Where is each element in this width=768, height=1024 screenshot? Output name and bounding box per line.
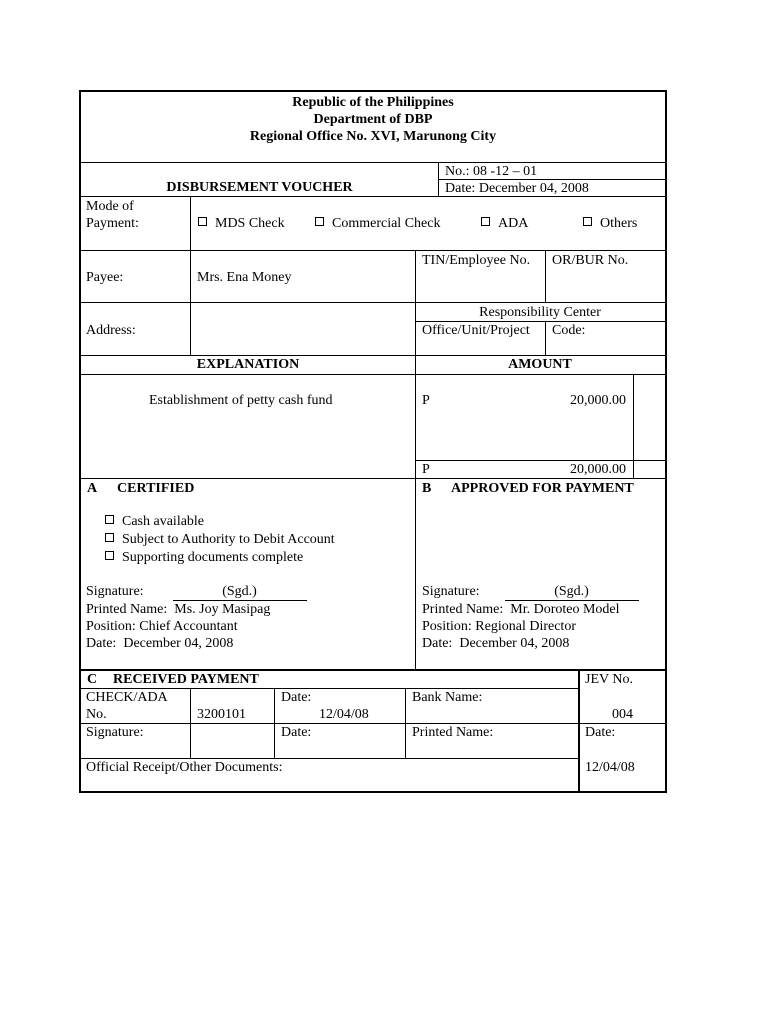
divider-line <box>81 478 665 479</box>
divider-line <box>274 688 275 758</box>
received-date-value[interactable]: 12/04/08 <box>319 707 369 722</box>
option-others[interactable]: Others <box>583 215 637 232</box>
bank-name-label: Bank Name: <box>412 690 483 705</box>
responsibility-center-label: Responsibility Center <box>479 305 601 320</box>
office-unit-project-label: Office/Unit/Project <box>422 323 530 338</box>
section-b-title: APPROVED FOR PAYMENT <box>451 481 634 496</box>
received-printed-name-label: Printed Name: <box>412 725 494 740</box>
received-signature-label: Signature: <box>86 725 144 740</box>
header-republic: Republic of the Philippines <box>292 95 454 110</box>
section-c-title: RECEIVED PAYMENT <box>113 672 259 687</box>
tin-employee-label: TIN/Employee No. <box>422 253 531 268</box>
header-department: Department of DBP <box>313 112 433 127</box>
section-b-date: Date: December 04, 2008 <box>422 636 570 651</box>
amount-currency: P <box>422 393 430 408</box>
check-cash-available[interactable]: Cash available <box>105 513 204 530</box>
explanation-text: Establishment of petty cash fund <box>149 393 333 408</box>
header-regional-office: Regional Office No. XVI, Marunong City <box>249 129 497 144</box>
divider-line <box>81 162 665 163</box>
section-b-signature: Signature: (Sgd.) <box>422 583 639 601</box>
section-a-title: CERTIFIED <box>117 481 195 496</box>
checkbox-icon[interactable] <box>105 515 114 524</box>
section-a-date: Date: December 04, 2008 <box>86 636 234 651</box>
checkbox-icon[interactable] <box>583 217 592 226</box>
check-ada-label: CHECK/ADA <box>86 690 168 705</box>
check-ada-number[interactable]: 3200101 <box>197 707 246 722</box>
checkbox-icon[interactable] <box>315 217 324 226</box>
divider-line <box>545 321 546 355</box>
divider-line <box>190 688 191 758</box>
section-a-letter: A <box>87 481 98 496</box>
mode-of-payment-label: Mode of <box>86 199 134 214</box>
voucher-title: DISBURSEMENT VOUCHER <box>166 180 353 195</box>
disbursement-voucher-form <box>79 90 667 793</box>
divider-line <box>633 374 634 478</box>
section-a-position: Position: Chief Accountant <box>86 619 238 634</box>
section-c-letter: C <box>87 672 98 687</box>
divider-line <box>438 162 439 196</box>
amount-value: 20,000.00 <box>570 393 626 408</box>
received-date3-label: Date: <box>585 725 616 740</box>
divider-line <box>81 374 665 375</box>
total-currency: P <box>422 462 430 477</box>
option-commercial-check[interactable]: Commercial Check <box>315 215 440 232</box>
received-date-label: Date: <box>281 690 312 705</box>
checkbox-icon[interactable] <box>105 551 114 560</box>
total-amount-value: 20,000.00 <box>570 462 626 477</box>
section-b-position: Position: Regional Director <box>422 619 576 634</box>
divider-line <box>81 302 665 303</box>
divider-line <box>81 250 665 251</box>
option-ada[interactable]: ADA <box>481 215 528 232</box>
divider-line <box>578 669 580 791</box>
section-a-signature: Signature: (Sgd.) <box>86 583 307 601</box>
check-ada-label-no: No. <box>86 707 107 722</box>
address-label: Address: <box>86 323 136 338</box>
official-receipt-date: 12/04/08 <box>585 760 635 775</box>
received-date2-label: Date: <box>281 725 312 740</box>
check-supporting-docs[interactable]: Supporting documents complete <box>105 549 303 566</box>
divider-line <box>190 196 191 355</box>
voucher-date: Date: December 04, 2008 <box>445 181 589 196</box>
payee-label: Payee: <box>86 270 124 285</box>
explanation-header: EXPLANATION <box>196 357 300 372</box>
checkbox-icon[interactable] <box>105 533 114 542</box>
checkbox-icon[interactable] <box>198 217 207 226</box>
or-bur-label: OR/BUR No. <box>552 253 629 268</box>
voucher-number: No.: 08 -12 – 01 <box>445 164 538 179</box>
section-a-printed-name: Printed Name: Ms. Joy Masipag <box>86 602 271 617</box>
jev-no-value: 004 <box>612 707 633 722</box>
section-b-printed-name: Printed Name: Mr. Doroteo Model <box>422 602 620 617</box>
jev-no-label: JEV No. <box>585 672 633 687</box>
section-b-letter: B <box>422 481 432 496</box>
divider-line <box>545 250 546 302</box>
code-label: Code: <box>552 323 586 338</box>
option-mds-check[interactable]: MDS Check <box>198 215 285 232</box>
official-receipt-label: Official Receipt/Other Documents: <box>86 760 283 775</box>
divider-line <box>405 688 406 758</box>
mode-of-payment-label: Payment: <box>86 216 139 231</box>
checkbox-icon[interactable] <box>481 217 490 226</box>
amount-header: AMOUNT <box>508 357 572 372</box>
check-authority-debit[interactable]: Subject to Authority to Debit Account <box>105 531 335 548</box>
payee-value[interactable]: Mrs. Ena Money <box>197 270 292 285</box>
